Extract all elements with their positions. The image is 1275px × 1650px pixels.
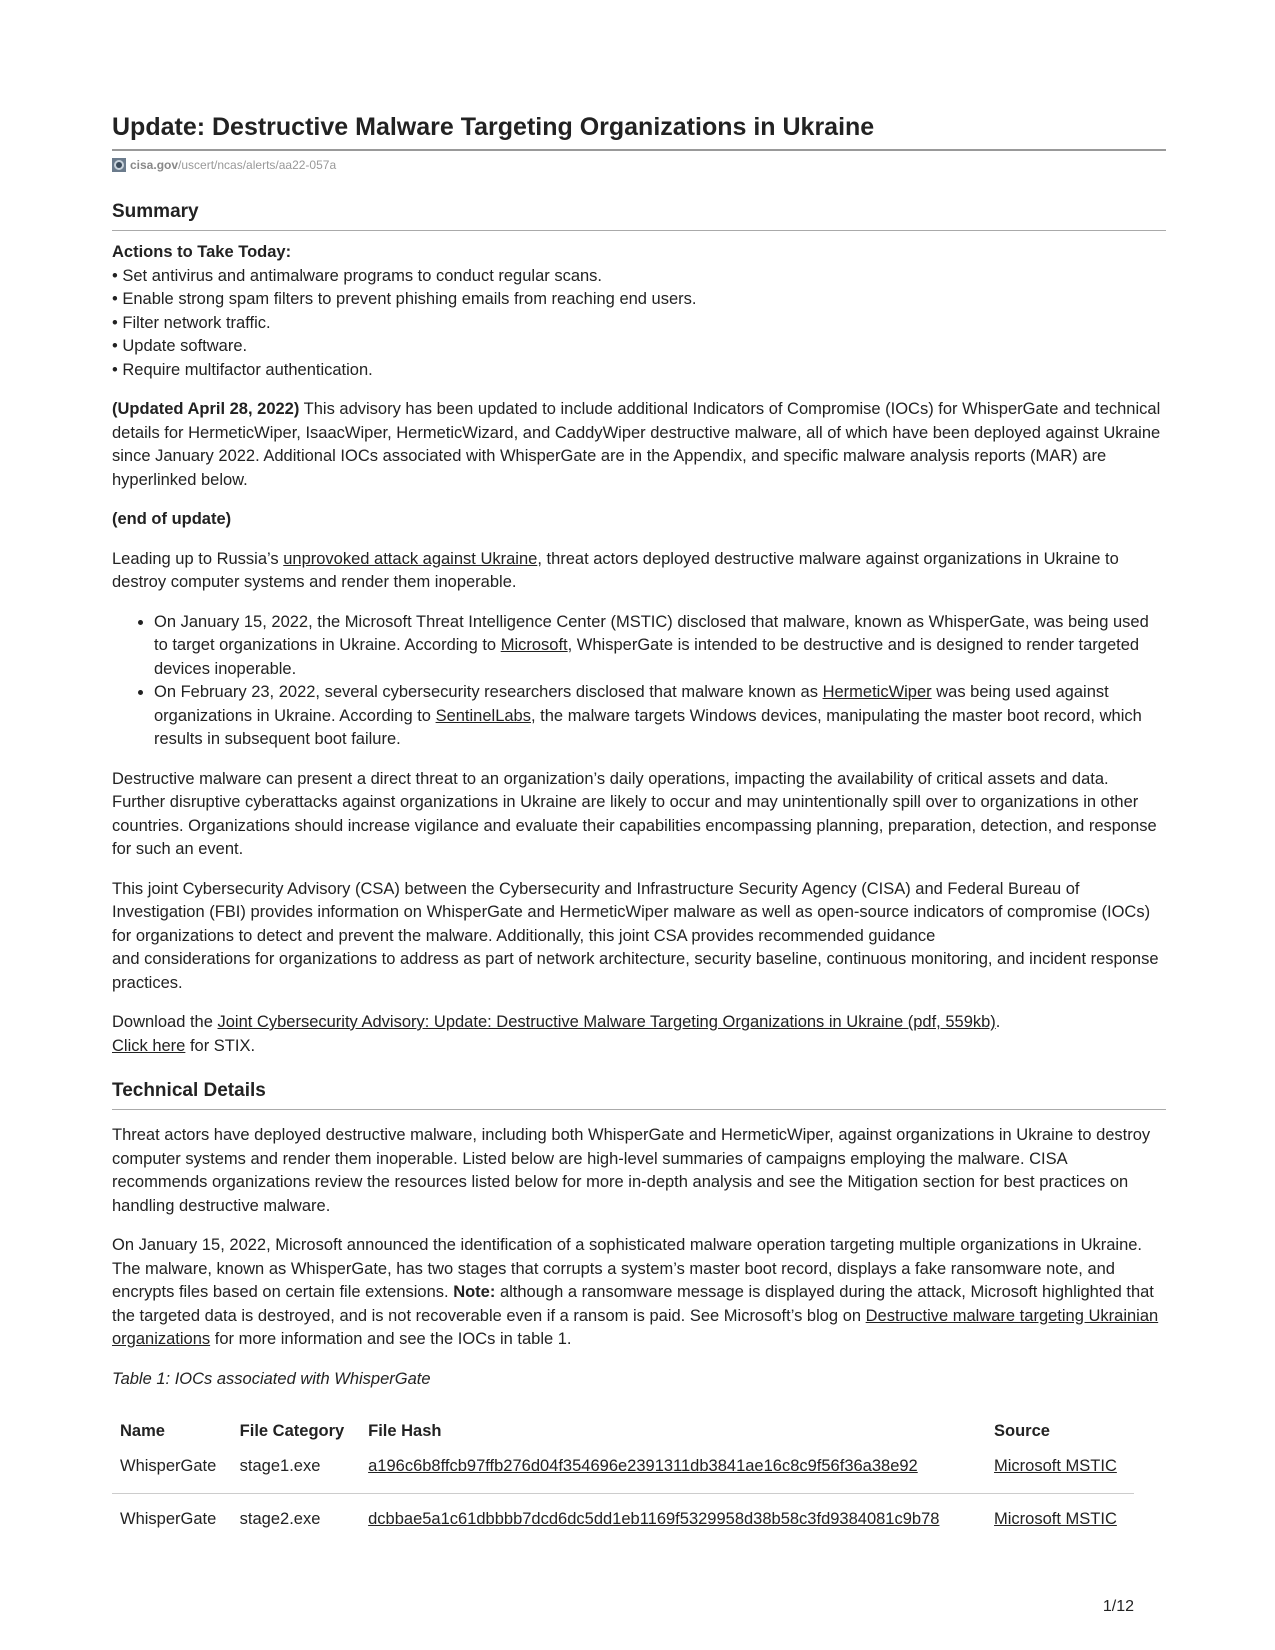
download-paragraph: Download the Joint Cybersecurity Advisory: Update: Destructive Malware Targeting Organizations in Ukraine (pdf, 559kb). Click here for STIX. — [112, 1013, 1001, 1055]
cisa-favicon-icon — [112, 158, 126, 172]
ioc-table — [112, 1413, 1134, 1546]
action-item: • Require multifactor authentication. — [112, 360, 373, 379]
technical-details-heading: Technical Details — [112, 1079, 1166, 1110]
unprovoked-attack-link[interactable]: unprovoked attack against Ukraine — [283, 549, 538, 568]
document-page — [112, 112, 1166, 1546]
download-pdf-link[interactable]: Joint Cybersecurity Advisory: Update: Destructive Malware Targeting Organizations in Ukraine (pdf, 559kb) — [217, 1013, 996, 1031]
malware-bullets — [112, 611, 1166, 752]
destructive-malware-blog-link[interactable]: Destructive malware targeting Ukrainian organizations — [112, 1306, 1159, 1348]
list-item: • On February 23, 2022, several cybersecurity researchers disclosed that malware known as HermeticWiper was being used against organizations in Ukraine. According to SentinelLabs, the malware targets Windows devices, manipulating the master boot record, which results in subsequent boot failure. — [154, 681, 1166, 752]
end-of-update: (end of update) — [112, 510, 232, 528]
column-header: Name — [120, 1421, 165, 1440]
sentinellabs-link[interactable]: SentinelLabs — [435, 706, 531, 725]
table-caption: Table 1: IOCs associated with WhisperGate — [112, 1369, 431, 1388]
cell-source — [986, 1449, 1134, 1494]
cell-source — [986, 1494, 1134, 1547]
technical-paragraph-2: On January 15, 2022, Microsoft announced the identification of a sophisticated malware operation targeting multiple organizations in Ukraine. The malware, known as WhisperGate, has two stages that corrupts a system’s master boot record, displays a fake ransomware note, and encrypts files based on certain file extensions. Note: although a ransomware message is displayed during the attack, Microsoft highlighted that the targeted data is destroyed, and is not recoverable even if a ransom is paid. See Microsoft’s blog on Destructive malware targeting Ukrainian organizations for more information and see the IOCs in table 1. — [112, 1236, 1159, 1348]
list-item: • On January 15, 2022, the Microsoft Threat Intelligence Center (MSTIC) disclosed that malware, known as WhisperGate, was being used to target organizations in Ukraine. According to Microsoft, WhisperGate is intended to be destructive and is designed to render targeted devices inoperable. — [154, 611, 1166, 682]
action-item: • Update software. — [112, 337, 248, 355]
column-header: Source — [994, 1421, 1050, 1440]
cell-file-hash — [360, 1494, 986, 1547]
destructive-paragraph: Destructive malware can present a direct threat to an organization’s daily operations, impacting the availability of critical assets and data. Further disruptive cyberattacks against organizations in Ukraine are likely to occur and may unintentionally spill over to organizations in other countries. Organizations should increase vigilance and evaluate their capabilities encompassing planning, preparation, detection, and response for such an event. — [112, 769, 1157, 858]
lead-paragraph: Leading up to Russia’s unprovoked attack against Ukraine, threat actors deployed destructive malware against organizations in Ukraine to destroy computer systems and render them inoperable. — [112, 549, 1119, 591]
source-link[interactable]: Microsoft MSTIC — [994, 1457, 1117, 1475]
cell-file-hash — [360, 1449, 986, 1494]
table-header-row — [112, 1413, 1134, 1449]
action-item: • Enable strong spam filters to prevent phishing emails from reaching end users. — [112, 290, 697, 308]
update-paragraph: (Updated April 28, 2022) This advisory has been updated to include additional Indicators of Compromise (IOCs) for WhisperGate and technical details for HermeticWiper, IsaacWiper, HermeticWizard, and CaddyWiper destructive malware, all of which have been deployed against Ukraine since January 2022. Additional IOCs associated with WhisperGate are in the Appendix, and specific malware analysis reports (MAR) are hyperlinked below. — [112, 400, 1161, 489]
page-title: Update: Destructive Malware Targeting Organizations in Ukraine — [112, 112, 1166, 151]
file-hash-link[interactable]: a196c6b8ffcb97ffb276d04f354696e2391311db3841ae16c8c9f56f36a38e92 — [368, 1457, 918, 1475]
joint-csa-paragraph: This joint Cybersecurity Advisory (CSA) between the Cybersecurity and Infrastructure Security Agency (CISA) and Federal Bureau of Investigation (FBI) provides information on WhisperGate and HermeticWiper malware as well as open-source indicators of compromise (IOCs) for organizations to detect and prevent the malware. Additionally, this joint CSA provides recommended guidance and considerations for organizations to address as part of network architecture, security baseline, continuous monitoring, and incident response practices. — [112, 879, 1159, 992]
table-row — [112, 1494, 1134, 1547]
action-item: • Set antivirus and antimalware programs to conduct regular scans. — [112, 266, 603, 285]
page-number: 1/12 — [1102, 1598, 1134, 1615]
update-label: (Updated April 28, 2022) — [112, 400, 300, 418]
source-domain[interactable]: cisa.gov — [130, 158, 179, 172]
source-link[interactable]: Microsoft MSTIC — [994, 1510, 1117, 1528]
hermeticwiper-link[interactable]: HermeticWiper — [822, 683, 932, 701]
action-item: • Filter network traffic. — [112, 313, 271, 332]
file-hash-link[interactable]: dcbbae5a1c61dbbbb7dcd6dc5dd1eb1169f5329958d38b58c3fd9384081c9b78 — [368, 1510, 940, 1528]
technical-paragraph-1: Threat actors have deployed destructive malware, including both WhisperGate and HermeticWiper, against organizations in Ukraine to destroy computer systems and render them inoperable. Listed below are high-level summaries of campaigns employing the malware. CISA recommends organizations review the resources listed below for more in-depth analysis and see the Mitigation section for best practices on handling destructive malware. — [112, 1126, 1151, 1215]
table-row — [112, 1449, 1134, 1494]
cell-name: WhisperGate — [120, 1457, 217, 1475]
actions-list — [112, 241, 1166, 382]
source-line — [112, 157, 1166, 173]
microsoft-link[interactable]: Microsoft — [500, 636, 568, 654]
column-header: File Category — [239, 1421, 345, 1440]
cell-name: WhisperGate — [112, 1494, 232, 1547]
actions-title: Actions to Take Today: — [112, 243, 292, 261]
summary-heading: Summary — [112, 200, 1166, 231]
cell-file-category: stage1.exe — [239, 1457, 321, 1475]
cell-file-category: stage2.exe — [232, 1494, 360, 1547]
column-header: File Hash — [368, 1421, 442, 1440]
stix-link[interactable]: Click here — [112, 1036, 186, 1055]
source-path[interactable]: /uscert/ncas/alerts/aa22-057a — [178, 158, 337, 172]
